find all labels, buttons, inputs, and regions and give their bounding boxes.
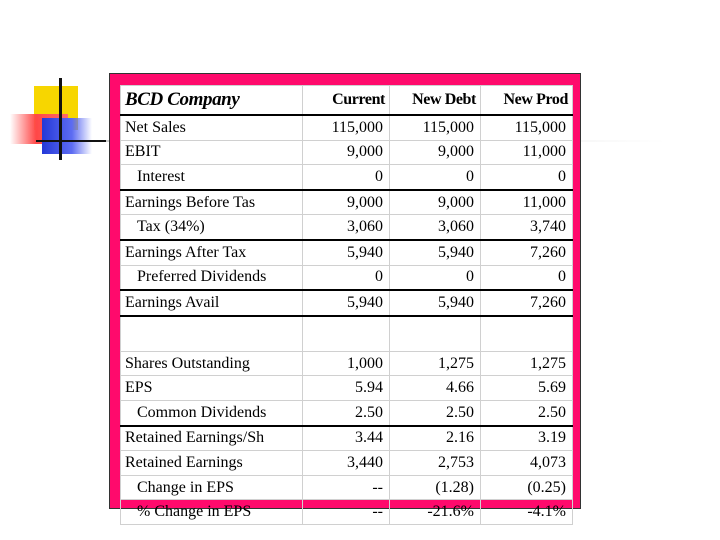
- cell-value: --: [303, 475, 390, 500]
- row-label: Retained Earnings: [121, 451, 303, 476]
- spacer-row: [121, 316, 573, 352]
- cell-value: 9,000: [390, 190, 481, 215]
- cell-value: 4,073: [481, 451, 573, 476]
- table-row: [121, 290, 573, 316]
- cell-value: --: [303, 500, 390, 525]
- row-label: Retained Earnings/Sh: [121, 426, 303, 451]
- cell-value: 1,275: [390, 351, 481, 376]
- cell-value: (0.25): [481, 475, 573, 500]
- cell-value: 0: [390, 265, 481, 290]
- table-row: [121, 215, 573, 240]
- cell-value: 11,000: [481, 140, 573, 165]
- table-row: [121, 426, 573, 451]
- cell-value: 5,940: [303, 240, 390, 265]
- cell-value: 5,940: [390, 290, 481, 316]
- cell-value: 3,740: [481, 215, 573, 240]
- company-name: BCD Company: [121, 86, 303, 116]
- row-label: Interest: [121, 165, 303, 190]
- cell-value: 3.19: [481, 426, 573, 451]
- table-row: [121, 265, 573, 290]
- cell-value: 115,000: [303, 115, 390, 140]
- table-row: [121, 475, 573, 500]
- cell-value: 1,000: [303, 351, 390, 376]
- header-row: [121, 86, 573, 116]
- cell-value: 9,000: [303, 190, 390, 215]
- table-row: [121, 115, 573, 140]
- row-label: Net Sales: [121, 115, 303, 140]
- cell-value: 9,000: [303, 140, 390, 165]
- cell-value: -4.1%: [481, 500, 573, 525]
- cell-value: 5.94: [303, 376, 390, 401]
- row-label: Change in EPS: [121, 475, 303, 500]
- cell-value: 11,000: [481, 190, 573, 215]
- spreadsheet: [120, 85, 572, 521]
- cell-value: 5,940: [303, 290, 390, 316]
- table-row: [121, 451, 573, 476]
- table-row: [121, 140, 573, 165]
- cell-value: 0: [303, 265, 390, 290]
- column-header-new-debt: New Debt: [390, 86, 481, 116]
- cell-value: 5,940: [390, 240, 481, 265]
- table-row: [121, 500, 573, 525]
- row-label: Earnings Before Tas: [121, 190, 303, 215]
- cell-value: (1.28): [390, 475, 481, 500]
- column-header-new-prod: New Prod: [481, 86, 573, 116]
- cell-value: 2,753: [390, 451, 481, 476]
- cell-value: 2.50: [481, 400, 573, 425]
- table-row: [121, 400, 573, 425]
- cell-value: 3,440: [303, 451, 390, 476]
- cell-value: 5.69: [481, 376, 573, 401]
- cell-value: 2.50: [390, 400, 481, 425]
- row-label: % Change in EPS: [121, 500, 303, 525]
- table-row: [121, 190, 573, 215]
- cell-value: 115,000: [481, 115, 573, 140]
- cell-value: 0: [390, 165, 481, 190]
- logo-horizontal-line: [36, 140, 106, 142]
- cell-value: 2.50: [303, 400, 390, 425]
- logo-blue-bar: [42, 118, 92, 154]
- row-label: Earnings After Tax: [121, 240, 303, 265]
- cell-value: 9,000: [390, 140, 481, 165]
- table-row: [121, 165, 573, 190]
- cell-value: 4.66: [390, 376, 481, 401]
- table-row: [121, 376, 573, 401]
- cell-value: 3,060: [390, 215, 481, 240]
- row-label: EPS: [121, 376, 303, 401]
- row-label: Common Dividends: [121, 400, 303, 425]
- cell-value: 1,275: [481, 351, 573, 376]
- cell-value: 115,000: [390, 115, 481, 140]
- cell-value: -21.6%: [390, 500, 481, 525]
- column-header-current: Current: [303, 86, 390, 116]
- table-row: [121, 240, 573, 265]
- cell-value: 3.44: [303, 426, 390, 451]
- cell-value: 3,060: [303, 215, 390, 240]
- table-frame: [109, 73, 581, 521]
- financial-table: [120, 85, 573, 525]
- cell-value: 0: [481, 265, 573, 290]
- cell-value: 2.16: [390, 426, 481, 451]
- row-label: Preferred Dividends: [121, 265, 303, 290]
- logo-vertical-line: [59, 78, 62, 160]
- row-label: Tax (34%): [121, 215, 303, 240]
- cell-value: 7,260: [481, 240, 573, 265]
- table-row: [121, 351, 573, 376]
- cell-value: 0: [303, 165, 390, 190]
- row-label: EBIT: [121, 140, 303, 165]
- row-label: Earnings Avail: [121, 290, 303, 316]
- cell-value: 0: [481, 165, 573, 190]
- row-label: Shares Outstanding: [121, 351, 303, 376]
- cell-value: 7,260: [481, 290, 573, 316]
